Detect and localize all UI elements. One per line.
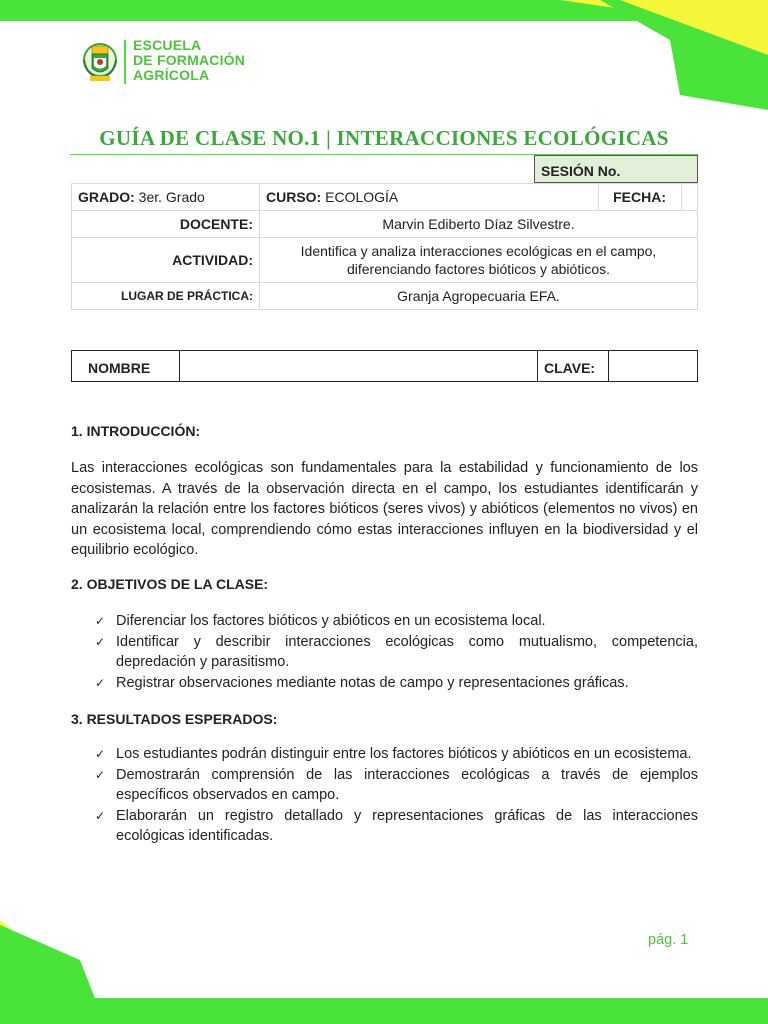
info-row-docente <box>72 211 698 238</box>
list-item <box>71 611 698 632</box>
curso-label: CURSO: <box>266 189 322 205</box>
list-item <box>71 806 698 847</box>
student-table <box>71 350 698 382</box>
result-text: Elaborarán un registro detallado y representaciones gráficas de las interacciones ecológicas identificadas. <box>116 807 698 844</box>
actividad-value <box>260 238 698 283</box>
page-number: pág. 1 <box>648 932 689 948</box>
intro-heading: 1. INTRODUCCIÓN: <box>71 423 201 439</box>
results-list <box>71 744 698 847</box>
objective-text: Registrar observaciones mediante notas de campo y representaciones gráficas. <box>116 674 629 691</box>
docente-value: Marvin Ediberto Díaz Silvestre. <box>260 211 698 238</box>
school-name-line-3: AGRÍCOLA <box>133 67 210 83</box>
session-number-box: SESIÓN No. <box>534 155 698 183</box>
intro-paragraph: Las interacciones ecológicas son fundamentales para la estabilidad y funcionamiento de los ecosistemas. A través de la observación directa en el campo, los estudiantes identificarán y analizarán la relación entre los factores bióticos (seres vivos) y abióticos (elementos no vivos) en un ecosistema local, comprendiendo cómo estas interacciones influyen en la biodiversidad y el equilibrio ecológico. <box>71 460 698 558</box>
nombre-field[interactable] <box>180 351 538 382</box>
class-info-table <box>71 183 698 310</box>
lugar-label: LUGAR DE PRÁCTICA: <box>72 283 260 310</box>
nombre-label: NOMBRE <box>72 351 180 382</box>
results-heading: 3. RESULTADOS ESPERADOS: <box>71 711 278 727</box>
footer-green-bar <box>0 998 768 1024</box>
school-crest-logo <box>80 38 120 86</box>
objective-text: Identificar y describir interacciones ecológicas como mutualismo, competencia, depredación y parasitismo. <box>116 633 698 670</box>
actividad-line-2: diferenciando factores bióticos y abióticos. <box>346 261 611 277</box>
docente-label: DOCENTE: <box>72 211 260 238</box>
list-item <box>71 632 698 673</box>
student-row <box>72 351 698 382</box>
logo-divider <box>124 40 126 84</box>
check-icon: ✓ <box>95 767 106 782</box>
check-icon: ✓ <box>95 675 106 690</box>
actividad-line-1: Identifica y analiza interacciones ecológicas en el campo, <box>300 243 657 259</box>
list-item <box>71 673 698 694</box>
school-name-line-2: DE FORMACIÓN <box>133 52 246 68</box>
result-text: Los estudiantes podrán distinguir entre los factores bióticos y abióticos en un ecosistema. <box>116 746 692 762</box>
fecha-value-field[interactable] <box>681 184 697 211</box>
document-title: GUÍA DE CLASE NO.1 | INTERACCIONES ECOLÓGICAS <box>99 126 669 150</box>
actividad-label: ACTIVIDAD: <box>72 238 260 283</box>
clave-label: CLAVE: <box>538 351 609 382</box>
fecha-label: FECHA: <box>598 184 681 211</box>
objective-text: Diferenciar los factores bióticos y abióticos en un ecosistema local. <box>116 613 546 629</box>
curso-cell <box>260 184 599 211</box>
grado-cell <box>72 184 260 211</box>
lugar-value: Granja Agropecuaria EFA. <box>260 283 698 310</box>
list-item <box>71 744 698 765</box>
check-icon: ✓ <box>95 808 106 823</box>
objectives-heading: 2. OBJETIVOS DE LA CLASE: <box>71 576 269 592</box>
objectives-list <box>71 611 698 693</box>
grado-label: GRADO: <box>78 189 135 205</box>
info-row-lugar <box>72 283 698 310</box>
check-icon: ✓ <box>95 614 106 628</box>
curso-value: ECOLOGÍA <box>325 189 399 205</box>
check-icon: ✓ <box>95 634 106 649</box>
school-name-line-1: ESCUELA <box>133 37 202 53</box>
list-item <box>71 765 698 806</box>
check-icon: ✓ <box>95 747 106 761</box>
grado-value: 3er. Grado <box>138 189 205 205</box>
school-name <box>133 38 245 83</box>
clave-field[interactable] <box>609 351 698 382</box>
result-text: Demostrarán comprensión de las interacciones ecológicas a través de ejemplos específicos observados en campo. <box>116 766 698 803</box>
info-row-grado <box>72 184 698 211</box>
info-row-actividad <box>72 238 698 283</box>
